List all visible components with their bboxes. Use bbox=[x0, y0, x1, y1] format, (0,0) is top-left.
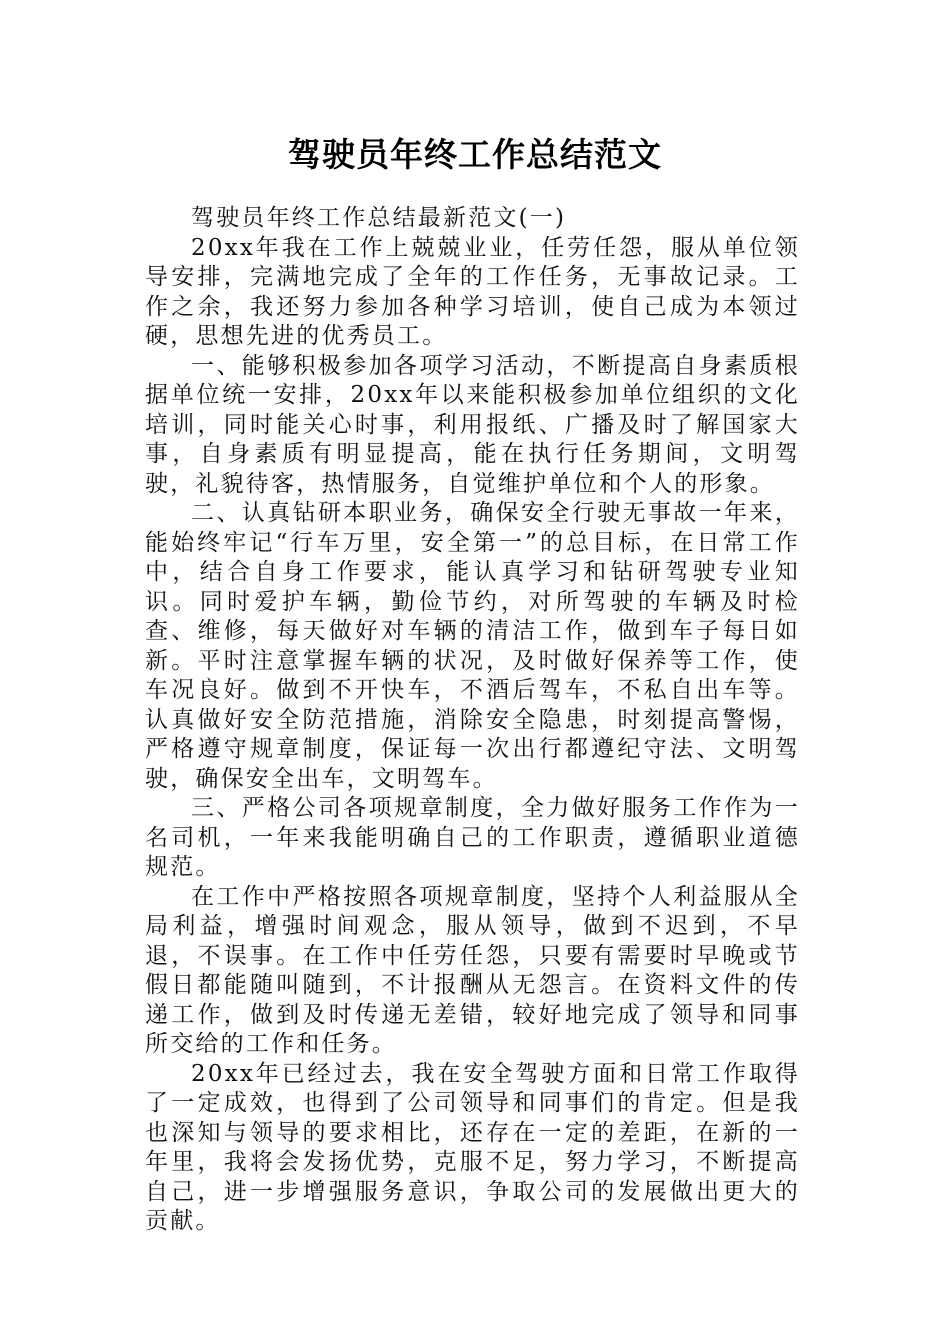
paragraph-conclusion: 20xx年已经过去，我在安全驾驶方面和日常工作取得了一定成效，也得到了公司领导和同事们的肯定。但是我也深知与领导的要求相比，还存在一定的差距，在新的一年里，我将会发扬优势，克服不足，努力学习，不断提高自己，进一步增强服务意识，争取公司的发展做出更大的贡献。 bbox=[145, 1060, 800, 1234]
paragraph-work-detail: 在工作中严格按照各项规章制度，坚持个人利益服从全局利益，增强时间观念，服从领导，做到不迟到，不早退，不误事。在工作中任劳任怨，只要有需要时早晚或节假日都能随叫随到，不计报酬从无怨言。在资料文件的传递工作，做到及时传递无差错，较好地完成了领导和同事所交给的工作和任务。 bbox=[145, 883, 800, 1057]
document-title: 驾驶员年终工作总结范文 bbox=[288, 135, 662, 174]
paragraph-section-1: 一、能够积极参加各项学习活动，不断提高自身素质根据单位统一安排，20xx年以来能积极参加单位组织的文化培训，同时能关心时事，利用报纸、广播及时了解国家大事，自身素质有明显提高，能在执行任务期间，文明驾驶，礼貌待客，热情服务，自觉维护单位和个人的形象。 bbox=[145, 352, 800, 497]
paragraph-section-2: 二、认真钻研本职业务，确保安全行驶无事故一年来，能始终牢记“行车万里，安全第一”的总目标，在日常工作中，结合自身工作要求，能认真学习和钻研驾驶专业知识。同时爱护车辆，勤俭节约，对所驾驶的车辆及时检查、维修，每天做好对车辆的清洁工作，做到车子每日如新。平时注意掌握车辆的状况，及时做好保养等工作，使车况良好。做到不开快车，不酒后驾车，不私自出车等。认真做好安全防范措施，消除安全隐患，时刻提高警惕，严格遵守规章制度，保证每一次出行都遵纪守法、文明驾驶，确保安全出车，文明驾车。 bbox=[145, 500, 800, 792]
paragraph-section-3: 三、严格公司各项规章制度，全力做好服务工作作为一名司机，一年来我能明确自己的工作职责，遵循职业道德规范。 bbox=[145, 795, 800, 880]
paragraph-intro: 20xx年我在工作上兢兢业业，任劳任怨，服从单位领导安排，完满地完成了全年的工作任务，无事故记录。工作之余，我还努力参加各种学习培训，使自己成为本领过硬，思想先进的优秀员工。 bbox=[145, 234, 800, 349]
paragraph-subtitle: 驾驶员年终工作总结最新范文(一) bbox=[191, 205, 567, 231]
document-body bbox=[145, 204, 800, 1237]
